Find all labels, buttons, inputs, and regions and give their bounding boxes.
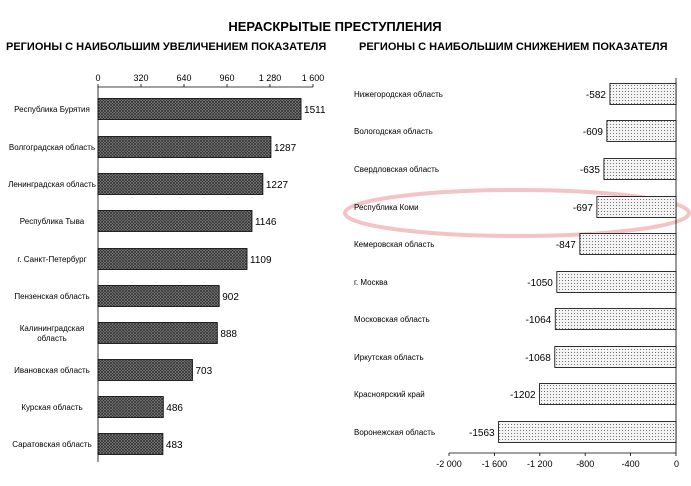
left-bar (98, 323, 217, 344)
right-chart (345, 41, 689, 469)
right-bar (580, 234, 676, 255)
left-bar-value: 1511 (304, 105, 326, 116)
left-tick-label: 320 (133, 73, 149, 83)
right-category-label: Воронежская область (354, 428, 436, 437)
right-category-label: Вологодская область (354, 127, 433, 136)
left-chart-title: РЕГИОНЫ С НАИБОЛЬШИМ УВЕЛИЧЕНИЕМ ПОКАЗАТЕЛЯ (6, 41, 327, 53)
right-category-label: Нижегородская область (354, 90, 443, 99)
left-bar-value: 1146 (254, 217, 277, 228)
left-bar (98, 137, 271, 158)
left-bar-value: 1227 (265, 180, 289, 191)
right-bar (499, 422, 676, 443)
right-bar-value: -582 (585, 90, 606, 101)
left-category-label: Волгоградская область (8, 143, 96, 152)
left-bar (98, 211, 252, 232)
right-tick-label: -1 600 (481, 459, 508, 469)
left-bar (98, 99, 301, 120)
right-bar-value: -635 (579, 165, 600, 176)
right-bar (540, 384, 676, 405)
right-category-label: Красноярский край (354, 390, 425, 399)
right-bar (555, 347, 676, 368)
left-tick-label: 1 600 (301, 73, 325, 83)
right-bar-value: -697 (572, 203, 593, 214)
right-category-label: Республика Коми (354, 203, 419, 212)
right-tick-label: 0 (673, 459, 679, 469)
right-bar (555, 309, 676, 330)
right-category-label: г. Москва (354, 278, 388, 287)
right-bar-value: -1064 (525, 315, 552, 326)
left-chart (6, 41, 326, 462)
right-bar-value: -1563 (469, 428, 495, 439)
left-category-label: Республика Бурятия (14, 105, 90, 114)
left-tick-label: 640 (176, 73, 192, 83)
right-bar (607, 121, 676, 142)
right-bar-value: -1068 (525, 353, 551, 364)
right-bar (557, 272, 676, 293)
right-bar (610, 84, 676, 105)
left-bar (98, 434, 163, 455)
left-tick-label: 960 (219, 73, 235, 83)
right-bar (597, 197, 676, 218)
left-category-label: Республика Тыва (19, 217, 85, 226)
right-bar-value: -1050 (527, 278, 553, 289)
left-bar-value: 486 (166, 403, 183, 414)
left-category-label: Ивановская область (14, 366, 90, 375)
left-bar-value: 888 (220, 329, 238, 340)
right-category-label: Свердловская область (354, 165, 439, 174)
right-category-label: Иркутская область (354, 353, 424, 362)
left-bar (98, 286, 219, 307)
left-category-label: область (37, 334, 67, 343)
left-category-label: Саратовская область (12, 440, 92, 449)
right-tick-label: -1 200 (527, 459, 553, 469)
left-tick-label: 1 280 (258, 73, 282, 83)
left-bar (98, 360, 192, 381)
right-tick-label: -800 (576, 459, 595, 469)
right-chart-title: РЕГИОНЫ С НАИБОЛЬШИМ СНИЖЕНИЕМ ПОКАЗАТЕЛЯ (359, 41, 668, 53)
right-category-label: Кемеровская область (354, 240, 435, 249)
left-bar-value: 1287 (273, 143, 297, 154)
right-bar-value: -1202 (509, 390, 536, 401)
left-bar-value: 902 (222, 292, 239, 303)
left-category-label: Курская область (21, 403, 83, 412)
left-bar-value: 703 (195, 366, 213, 377)
left-bar (98, 249, 247, 270)
main-title: НЕРАСКРЫТЫЕ ПРЕСТУПЛЕНИЯ (228, 19, 442, 34)
left-category-label: Ленинградская область (8, 180, 96, 189)
left-category-label: Пензенская область (14, 292, 90, 301)
left-bar-value: 1109 (250, 255, 272, 266)
left-tick-label: 0 (95, 73, 101, 83)
right-bar (604, 159, 676, 180)
left-bar (98, 174, 263, 195)
right-tick-label: -400 (621, 459, 640, 469)
right-category-label: Московская область (354, 315, 430, 324)
right-tick-label: -2 000 (436, 459, 462, 469)
left-category-label: г. Санкт-Петербург (17, 255, 87, 264)
right-bar-value: -847 (555, 240, 576, 251)
left-category-label: Калининградская (19, 324, 85, 333)
right-bar-value: -609 (582, 127, 603, 138)
left-bar (98, 397, 163, 418)
left-bar-value: 483 (165, 440, 183, 451)
